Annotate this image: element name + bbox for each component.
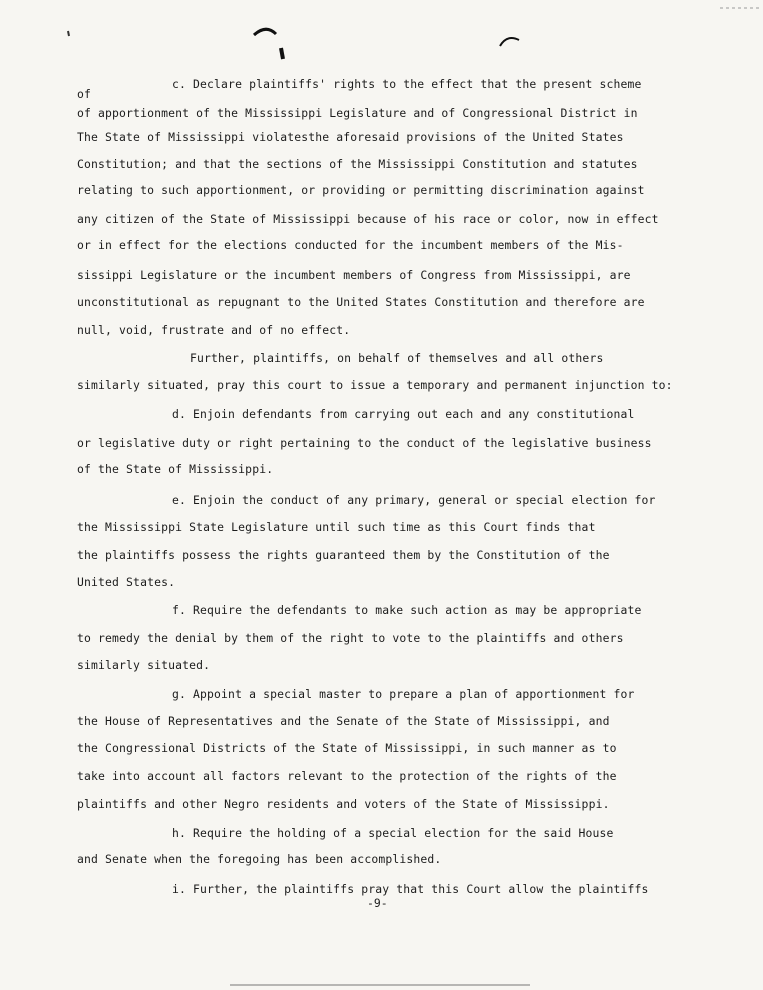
text-line: or in effect for the elections conducted for the incumbent members of the Mis- xyxy=(77,238,624,252)
text-line: i. Further, the plaintiffs pray that this Court allow the plaintiffs xyxy=(172,882,649,896)
text-line: and Senate when the foregoing has been accomplished. xyxy=(77,852,442,866)
text-line: similarly situated, pray this court to issue a temporary and permanent injunction to: xyxy=(77,378,673,392)
text-line: The State of Mississippi violatesthe aforesaid provisions of the United States xyxy=(77,130,624,144)
text-line: plaintiffs and other Negro residents and voters of the State of Mississippi. xyxy=(77,797,610,811)
text-line: e. Enjoin the conduct of any primary, general or special election for xyxy=(172,493,656,507)
text-line: g. Appoint a special master to prepare a plan of apportionment for xyxy=(172,687,635,701)
text-line: the House of Representatives and the Senate of the State of Mississippi, and xyxy=(77,714,610,728)
text-line: the Mississippi State Legislature until such time as this Court finds that xyxy=(77,520,596,534)
text-line: of apportionment of the Mississippi Legislature and of Congressional District in xyxy=(77,106,638,120)
text-line: d. Enjoin defendants from carrying out each and any constitutional xyxy=(172,407,635,421)
text-line: of the State of Mississippi. xyxy=(77,462,274,476)
text-line: to remedy the denial by them of the right to vote to the plaintiffs and others xyxy=(77,631,624,645)
page-number: -9- xyxy=(367,896,388,910)
text-line: of xyxy=(77,87,92,101)
punch-hole-mark-right xyxy=(500,38,519,46)
text-line: unconstitutional as repugnant to the United States Constitution and therefore are xyxy=(77,295,645,309)
text-line: take into account all factors relevant to the protection of the rights of the xyxy=(77,769,617,783)
text-line: sissippi Legislature or the incumbent members of Congress from Mississippi, are xyxy=(77,268,631,282)
text-line: the Congressional Districts of the State of Mississippi, in such manner as to xyxy=(77,741,617,755)
text-line: null, void, frustrate and of no effect. xyxy=(77,323,351,337)
text-line: the plaintiffs possess the rights guaranteed them by the Constitution of the xyxy=(77,548,610,562)
text-line: c. Declare plaintiffs' rights to the effect that the present scheme xyxy=(172,77,642,91)
text-line: United States. xyxy=(77,575,176,589)
text-line: Constitution; and that the sections of the Mississippi Constitution and statutes xyxy=(77,157,638,171)
text-line: similarly situated. xyxy=(77,658,211,672)
text-line: or legislative duty or right pertaining to the conduct of the legislative business xyxy=(77,436,652,450)
staple-mark xyxy=(281,48,283,59)
text-line: any citizen of the State of Mississippi because of his race or color, now in effect xyxy=(77,212,659,226)
text-line: relating to such apportionment, or providing or permitting discrimination against xyxy=(77,183,645,197)
text-line: f. Require the defendants to make such action as may be appropriate xyxy=(172,603,642,617)
text-line: h. Require the holding of a special election for the said House xyxy=(172,826,614,840)
punch-hole-mark-left xyxy=(254,29,276,35)
text-line: Further, plaintiffs, on behalf of themselves and all others xyxy=(190,351,604,365)
